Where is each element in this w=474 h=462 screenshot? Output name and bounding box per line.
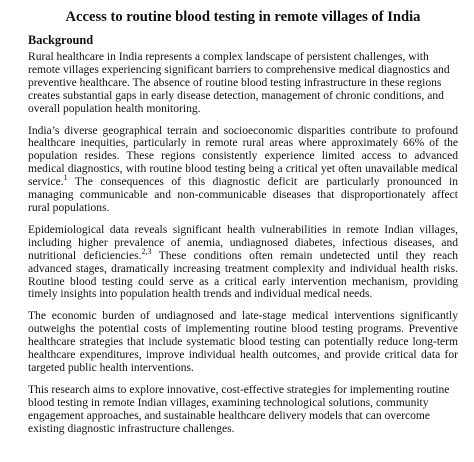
paragraph-3-text-a: Epidemiological data reveals significant health vulnerabilities in remote Indian villages, including higher prevalence of anemia, undiagnosed diabetes, infectious diseases, and nutritional deficiencies. xyxy=(28,223,458,262)
document-title: Access to routine blood testing in remote villages of India xyxy=(65,9,421,25)
citation-ref-1: 1 xyxy=(63,173,68,183)
paragraph-1: Rural healthcare in India represents a complex landscape of persistent challenges, with remote villages experiencing significant barriers to comprehensive medical diagnostics and preventive healthcare. The absence of routine blood testing infrastructure in these regions creates substantial gaps in early disease detection, management of chronic conditions, and overall population health monitoring. xyxy=(28,51,450,115)
paragraph-2-text-b: The consequences of this diagnostic deficit are particularly pronounced in managing communicable and non-communicable diseases that disproportionately affect rural populations. xyxy=(28,176,458,214)
citation-ref-2-3: 2,3 xyxy=(141,246,152,256)
paragraph-2 xyxy=(28,125,458,215)
paragraph-3-text-b: These conditions often remain undetected until they reach advanced stages, dramatically increasing treatment complexity and individual health risks. Routine blood testing could serve as a critical early intervention mechanism, providing timely insights into population health trends and individual medical needs. xyxy=(28,249,459,301)
paragraph-3 xyxy=(28,224,458,301)
paragraph-4: The economic burden of undiagnosed and late-stage medical interventions significantly outweighs the potential costs of implementing routine blood testing programs. Preventive healthcare strategies that include systematic blood testing can potentially reduce long-term healthcare expenditures, improve individual health outcomes, and provide critical data for targeted public health interventions. xyxy=(28,310,458,374)
section-heading-background: Background xyxy=(28,33,94,47)
paragraph-5: This research aims to explore innovative, cost-effective strategies for implementing routine blood testing in remote Indian villages, examining technological solutions, community engagement approaches, and sustainable healthcare delivery models that can overcome existing diagnostic infrastructure challenges. xyxy=(28,383,450,435)
paragraph-2-text-a: India’s diverse geographical terrain and socioeconomic disparities contribute to profound healthcare inequities, particularly in remote rural areas where approximately 66% of the population resides. These regions consistently experience limited access to advanced medical diagnostics, with routine blood testing being a critical yet often unavailable medical service. xyxy=(28,124,458,189)
